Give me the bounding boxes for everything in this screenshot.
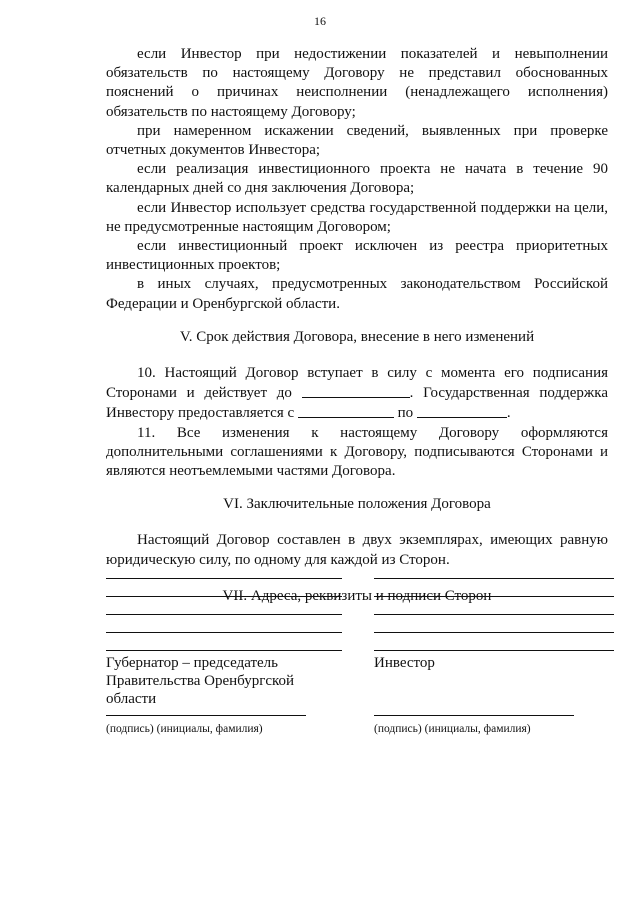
blank-line xyxy=(106,596,342,597)
section-heading: VII. Адреса, реквизиты и подписи Сторон xyxy=(222,587,492,604)
blank-line xyxy=(374,632,614,633)
blank-line xyxy=(106,578,342,579)
signatory-title: Правительства Оренбургской xyxy=(106,673,295,689)
signature-line xyxy=(106,715,306,716)
blank-line xyxy=(374,614,614,615)
clause-10 xyxy=(106,364,608,424)
blank-field xyxy=(417,403,507,418)
document-body xyxy=(106,45,608,606)
governor-signatory xyxy=(106,654,346,708)
paragraph: Настоящий Договор составлен в двух экземплярах, имеющих равную юридическую силу, по одному для каждой из Сторон. xyxy=(106,532,608,568)
signature-caption: (подпись) (инициалы, фамилия) xyxy=(374,723,531,735)
clause-text: . xyxy=(506,405,511,422)
paragraph: при намеренном искажении сведений, выявленных при проверке отчетных документов Инвестора; xyxy=(106,122,608,159)
blank-line xyxy=(374,578,614,579)
clause-text: . Государственная поддержка Инвестору предоставляется с xyxy=(106,385,608,422)
section-heading: VI. Заключительные положения Договора xyxy=(223,496,491,513)
clause-11: 11. Все изменения к настоящему Договору оформляются дополнительными соглашениями к Договору, подписываются Сторонами и являются неотъемлемыми частями Договора. xyxy=(106,424,608,480)
signatory-title: области xyxy=(106,691,157,707)
blank-field xyxy=(298,403,394,418)
blank-line xyxy=(106,614,342,615)
clause-text: по xyxy=(397,405,414,422)
requisites-lines xyxy=(106,578,616,652)
blank-field xyxy=(302,383,410,398)
investor-signatory xyxy=(374,654,614,672)
paragraph: если реализация инвестиционного проекта не начата в течение 90 календарных дней со дня заключения Договора; xyxy=(106,161,608,197)
signatory-title: Инвестор xyxy=(374,655,435,671)
paragraph: в иных случаях, предусмотренных законодательством Российской Федерации и Оренбургской области. xyxy=(106,276,608,312)
page-number: 16 xyxy=(314,14,326,28)
section-heading: V. Срок действия Договора, внесение в него изменений xyxy=(179,328,535,345)
blank-line xyxy=(106,632,342,633)
paragraph: если Инвестор при недостижении показателей и невыполнении обязательств по настоящему Договору не представил обоснованных пояснений о причинах неисполнении (ненадлежащего исполнения) обязательств по настоящему Договору; xyxy=(106,46,608,120)
blank-line xyxy=(106,650,342,651)
paragraph: если Инвестор использует средства государственной поддержки на цели, не предусмотренные настоящим Договором; xyxy=(106,199,608,235)
signature-line xyxy=(374,715,574,716)
blank-line xyxy=(374,650,614,651)
clause-text: 10. Настоящий Договор вступает в силу с момента его подписания Сторонами и действует до xyxy=(106,365,608,402)
paragraph: если инвестиционный проект исключен из реестра приоритетных инвестиционных проектов; xyxy=(106,238,608,274)
signature-caption: (подпись) (инициалы, фамилия) xyxy=(106,723,263,735)
signatory-title: Губернатор – председатель xyxy=(106,655,279,671)
blank-line xyxy=(374,596,614,597)
